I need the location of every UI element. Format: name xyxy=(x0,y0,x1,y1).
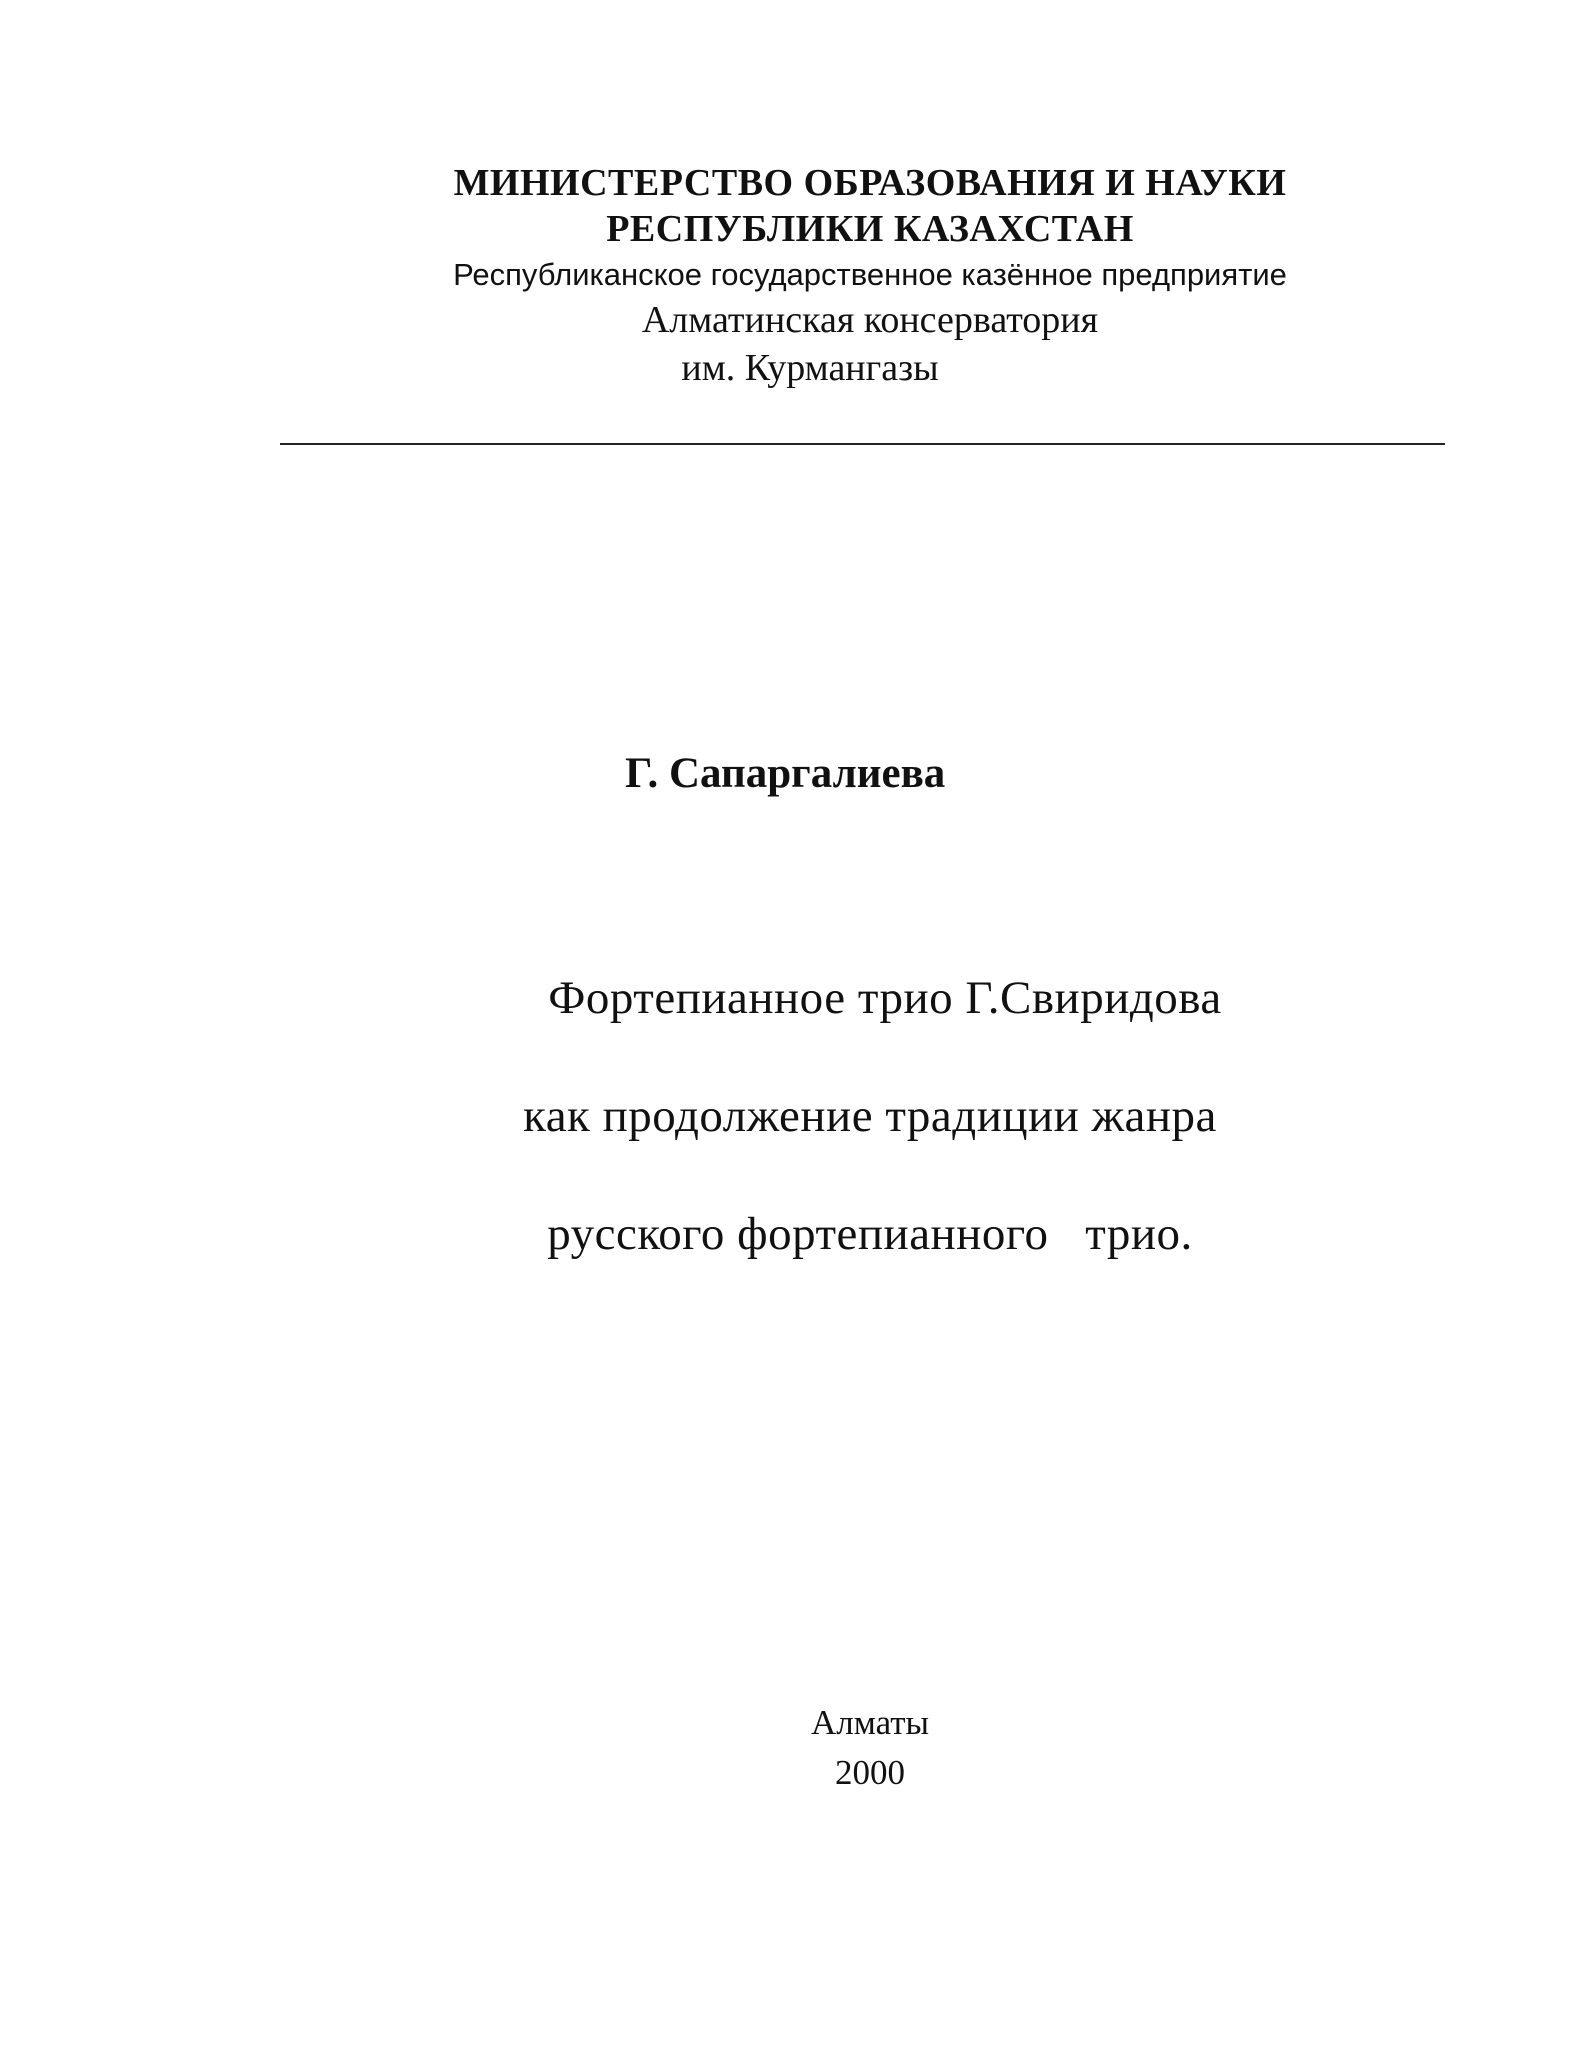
imprint-year: 2000 xyxy=(835,1753,905,1792)
imprint xyxy=(770,1698,970,1798)
conservatory-title: Алматинская консерватория xyxy=(641,299,1099,341)
conservatory-named-after: им. Курмангазы xyxy=(681,347,939,389)
work-title xyxy=(430,968,1310,1322)
ministry-name-line-2: РЕСПУБЛИКИ КАЗАХСТАН xyxy=(606,208,1134,250)
imprint-city: Алматы xyxy=(810,1703,930,1742)
institution-header xyxy=(280,160,1460,392)
enterprise-type: Республиканское государственное казённое предприятие xyxy=(453,257,1287,292)
author-name: Г. Сапаргалиева xyxy=(625,750,946,797)
ministry-name-line-1: МИНИСТЕРСТВО ОБРАЗОВАНИЯ И НАУКИ xyxy=(453,162,1287,204)
title-line-1: Фортепианное трио Г.Свиридова xyxy=(548,972,1222,1024)
title-line-2: как продолжение традиции жанра xyxy=(523,1090,1217,1142)
header-divider xyxy=(280,443,1445,445)
title-line-3: русского фортепианного трио. xyxy=(547,1208,1193,1260)
